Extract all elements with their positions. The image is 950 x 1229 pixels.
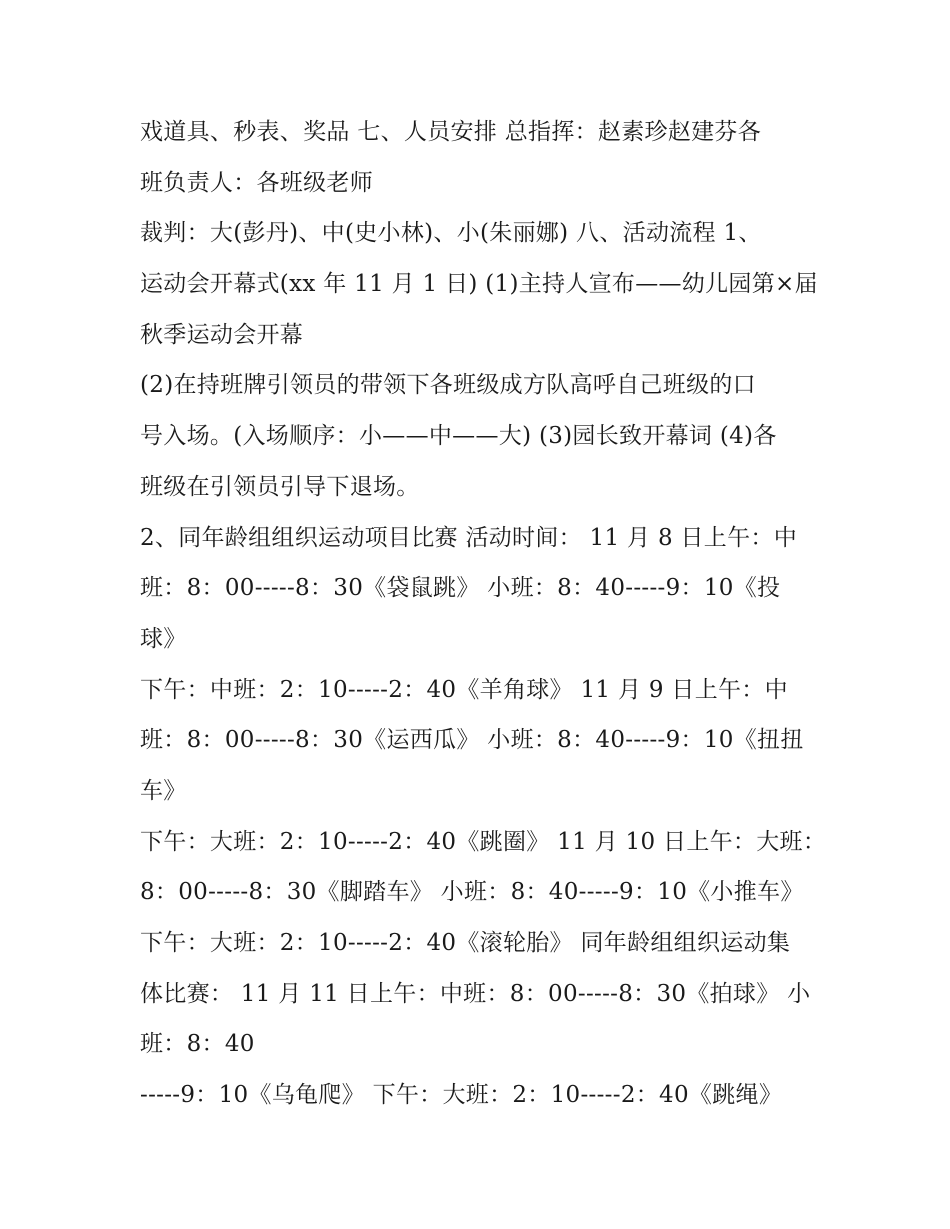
text-line: 车》	[140, 777, 187, 804]
text-line: 下午：中班：2：10-----2：40《羊角球》 11 月 9 日上午：中	[140, 676, 788, 703]
document-body	[140, 107, 827, 1121]
text-line: 8：00-----8：30《脚踏车》 小班：8：40-----9：10《小推车》	[140, 879, 804, 906]
text-line: 运动会开幕式(xx 年 11 月 1 日) (1)主持人宣布——幼儿园第×届	[140, 271, 818, 298]
text-line: 2、同年龄组组织运动项目比赛 活动时间： 11 月 8 日上午：中	[140, 524, 797, 551]
text-line: -----9：10《乌龟爬》 下午：大班：2：10-----2：40《跳绳》	[140, 1082, 783, 1109]
text-line: 班：8：00-----8：30《运西瓜》 小班：8：40-----9：10《扭扭	[140, 727, 804, 754]
text-line: 体比赛： 11 月 11 日上午：中班：8：00-----8：30《拍球》 小	[140, 980, 811, 1007]
text-line: 裁判：大(彭丹)、中(史小林)、小(朱丽娜) 八、活动流程 1、	[140, 220, 762, 247]
text-line: 号入场。(入场顺序：小——中——大) (3)园长致开幕词 (4)各	[140, 423, 777, 450]
text-line: 班：8：40	[140, 1031, 255, 1058]
text-line: 班负责人：各班级老师	[140, 169, 373, 196]
text-line: 班：8：00-----8：30《袋鼠跳》 小班：8：40-----9：10《投	[140, 575, 781, 602]
text-line: 班级在引领员引导下退场。	[140, 473, 420, 500]
text-line: (2)在持班牌引领员的带领下各班级成方队高呼自己班级的口	[140, 372, 756, 399]
text-line: 球》	[140, 625, 187, 652]
text-line: 戏道具、秒表、奖品 七、人员安排 总指挥：赵素珍赵建芬各	[140, 119, 762, 145]
text-line: 秋季运动会开幕	[140, 321, 304, 348]
text-line: 下午：大班：2：10-----2：40《跳圈》 11 月 10 日上午：大班：	[140, 828, 827, 855]
text-line: 下午：大班：2：10-----2：40《滚轮胎》 同年龄组组织运动集	[140, 930, 791, 956]
